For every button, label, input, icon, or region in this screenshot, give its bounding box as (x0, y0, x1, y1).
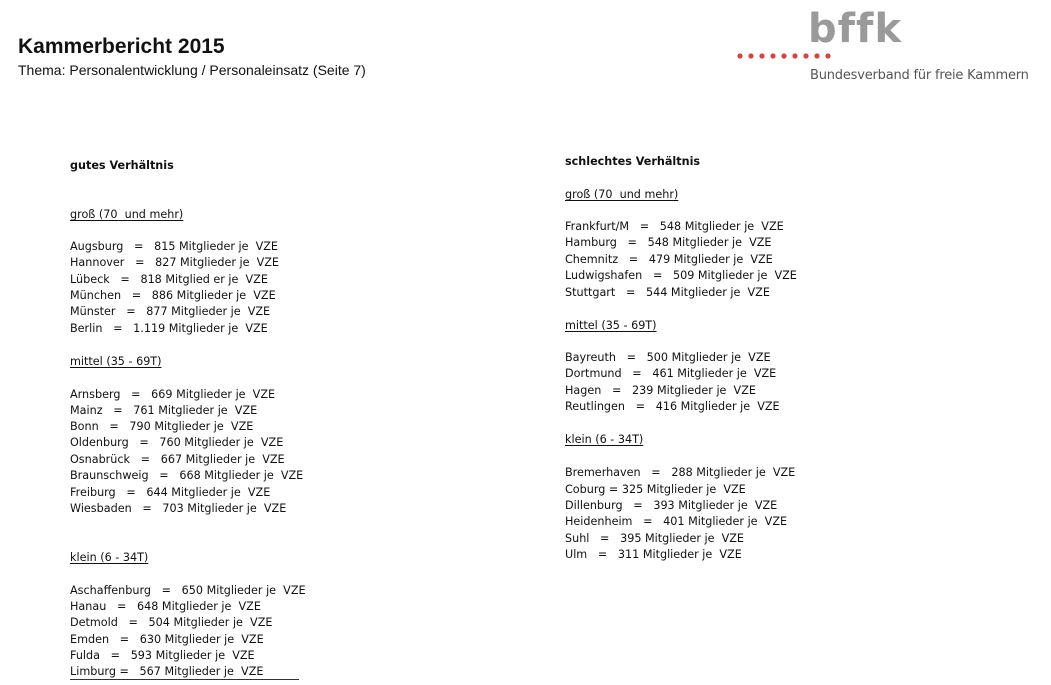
list-item: Stuttgart = 544 Mitglieder je VZE (565, 286, 770, 299)
good-small-heading: klein (6 - 34T) (70, 551, 149, 564)
logo-dot (737, 53, 742, 58)
list-item: Berlin = 1.119 Mitglieder je VZE (70, 322, 268, 335)
list-item: Oldenburg = 760 Mitglieder je VZE (70, 436, 284, 449)
list-item: Lübeck = 818 Mitglied er je VZE (70, 273, 268, 286)
bad-medium-heading: mittel (35 - 69T) (565, 319, 657, 332)
list-item: Wiesbaden = 703 Mitglieder je VZE (70, 502, 287, 515)
list-item: Coburg = 325 Mitglieder je VZE (565, 483, 746, 496)
list-item: Emden = 630 Mitglieder je VZE (70, 633, 264, 646)
bottom-divider (70, 679, 299, 680)
bad-small-heading: klein (6 - 34T) (565, 433, 644, 446)
list-item: Detmold = 504 Mitglieder je VZE (70, 616, 273, 629)
logo-dot (792, 53, 797, 58)
logo-dot (781, 53, 786, 58)
list-item: Suhl = 395 Mitglieder je VZE (565, 532, 744, 545)
bad-ratio-heading: schlechtes Verhältnis (565, 155, 701, 168)
good-ratio-heading: gutes Verhältnis (70, 159, 174, 172)
good-medium-heading: mittel (35 - 69T) (70, 355, 162, 368)
logo-dot (759, 53, 764, 58)
list-item: Dortmund = 461 Mitglieder je VZE (565, 367, 777, 380)
list-item: Braunschweig = 668 Mitglieder je VZE (70, 469, 304, 482)
list-item: Augsburg = 815 Mitglieder je VZE (70, 240, 278, 253)
list-item: München = 886 Mitglieder je VZE (70, 289, 276, 302)
list-item: Ulm = 311 Mitglieder je VZE (565, 548, 742, 561)
list-item: Bremerhaven = 288 Mitglieder je VZE (565, 466, 796, 479)
list-item: Aschaffenburg = 650 Mitglieder je VZE (70, 584, 306, 597)
list-item: Bayreuth = 500 Mitglieder je VZE (565, 351, 771, 364)
good-large-heading: groß (70 und mehr) (70, 208, 184, 221)
list-item: Ludwigshafen = 509 Mitglieder je VZE (565, 269, 797, 282)
list-item: Münster = 877 Mitglieder je VZE (70, 305, 271, 318)
bad-large-heading: groß (70 und mehr) (565, 188, 679, 201)
list-item: Heidenheim = 401 Mitglieder je VZE (565, 515, 788, 528)
list-item: Limburg = 567 Mitglieder je VZE (70, 665, 264, 678)
list-item: Osnabrück = 667 Mitglieder je VZE (70, 453, 285, 466)
logo-dot (814, 53, 819, 58)
list-item: Chemnitz = 479 Mitglieder je VZE (565, 253, 773, 266)
logo-tagline: Bundesverband für freie Kammern (810, 68, 1029, 83)
logo-dot (825, 53, 830, 58)
list-item: Hamburg = 548 Mitglieder je VZE (565, 236, 772, 249)
list-item: Reutlingen = 416 Mitglieder je VZE (565, 400, 780, 413)
list-item: Dillenburg = 393 Mitglieder je VZE (565, 499, 778, 512)
logo-dot (803, 53, 808, 58)
list-item: Arnsberg = 669 Mitglieder je VZE (70, 388, 276, 401)
list-item: Frankfurt/M = 548 Mitglieder je VZE (565, 220, 784, 233)
page-title: Kammerbericht 2015 (18, 35, 225, 58)
list-item: Fulda = 593 Mitglieder je VZE (70, 649, 255, 662)
logo-dot (748, 53, 753, 58)
list-item: Hanau = 648 Mitglieder je VZE (70, 600, 261, 613)
page-subtitle: Thema: Personalentwicklung / Personaleinsatz (Seite 7) (18, 62, 366, 78)
list-item: Freiburg = 644 Mitglieder je VZE (70, 486, 271, 499)
bffk-logo (730, 6, 1045, 86)
logo-wordmark: bffk (808, 6, 903, 52)
logo-dot (770, 53, 775, 58)
list-item: Mainz = 761 Mitglieder je VZE (70, 404, 258, 417)
list-item: Hannover = 827 Mitglieder je VZE (70, 256, 279, 269)
logo-dots-icon (736, 52, 836, 60)
list-item: Bonn = 790 Mitglieder je VZE (70, 420, 254, 433)
list-item: Hagen = 239 Mitglieder je VZE (565, 384, 756, 397)
